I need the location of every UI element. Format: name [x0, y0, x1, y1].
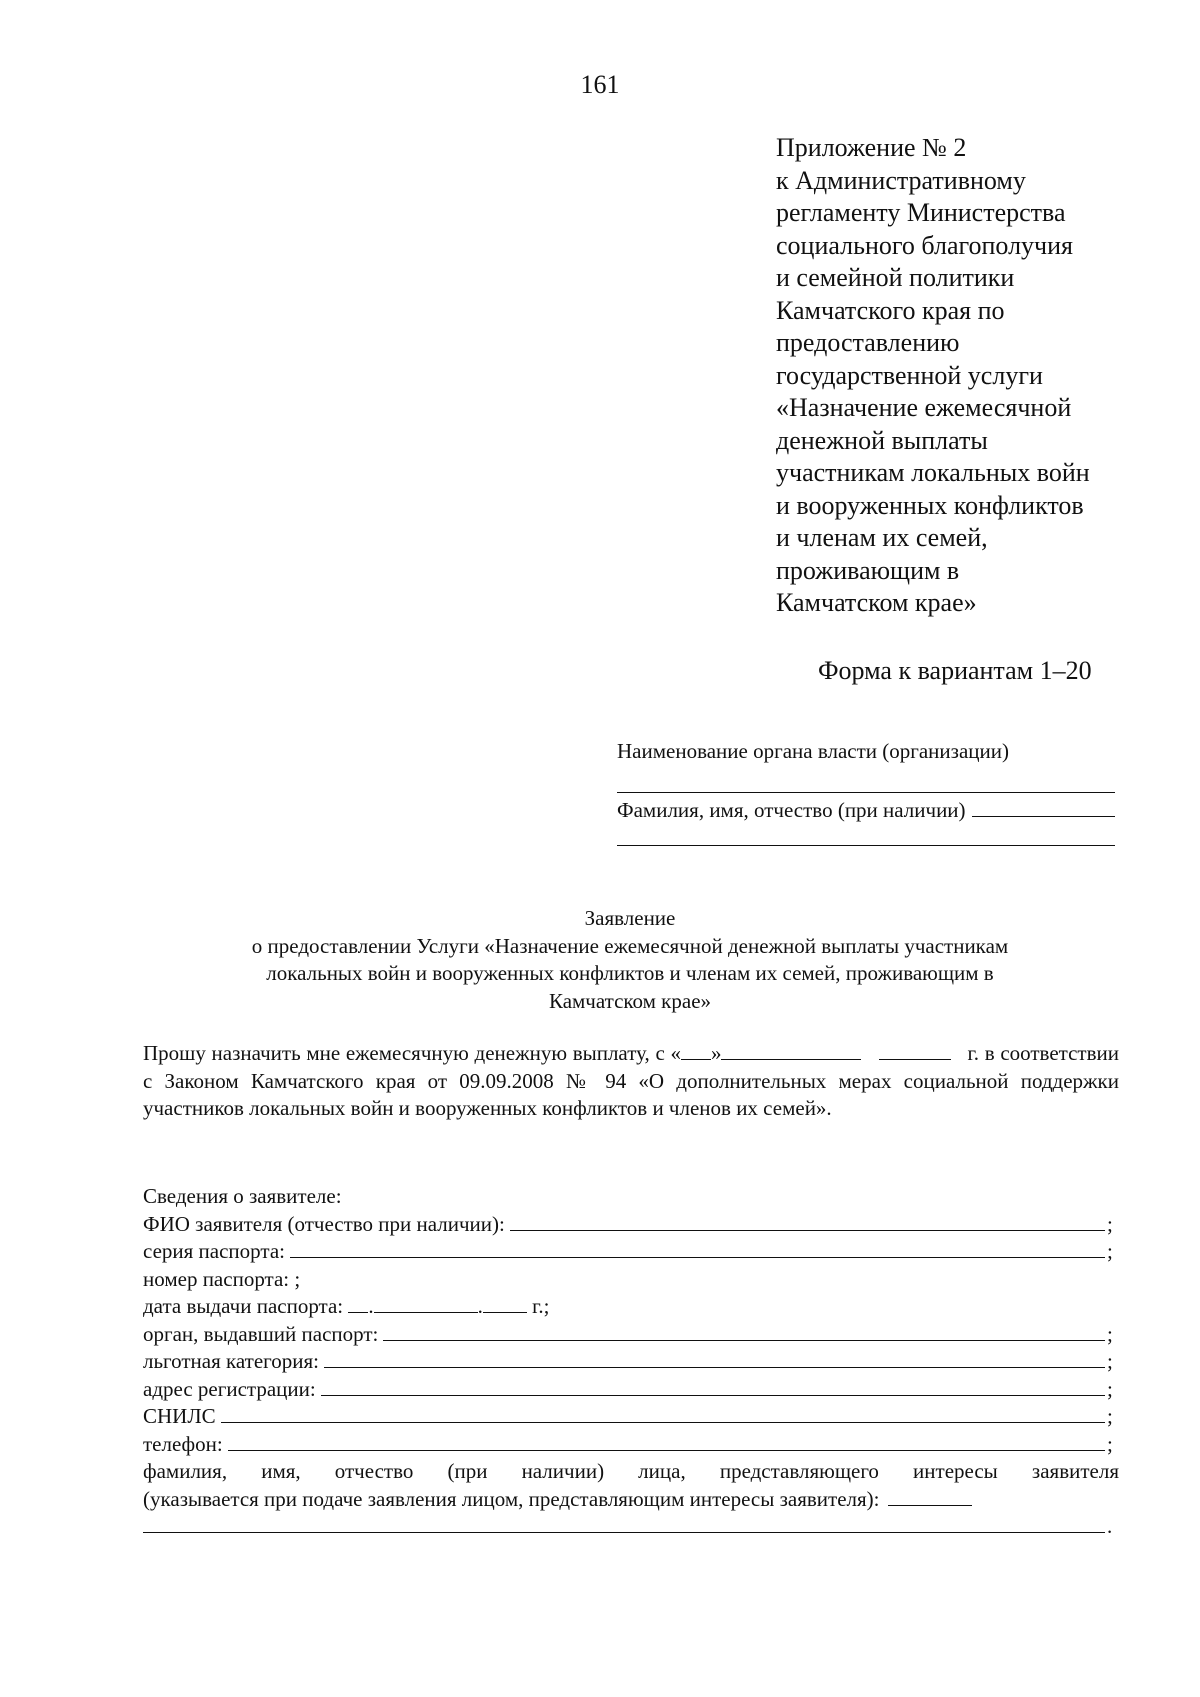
appendix-header	[776, 132, 1176, 620]
statement-subtitle-line: Камчатском крае»	[548, 988, 712, 1013]
snils-field[interactable]	[221, 1403, 1105, 1423]
start-day-field[interactable]	[681, 1041, 711, 1060]
category-label: льготная категория:	[143, 1349, 319, 1373]
addressee-fio-row	[617, 797, 1115, 822]
representative-label-line2: (указывается при подаче заявления лицом, представляющим интересы заявителя):	[143, 1486, 880, 1511]
issue-day-field[interactable]	[348, 1293, 368, 1313]
appendix-line: социального благополучия	[776, 230, 1074, 260]
form-variant-label: Форма к вариантам 1–20	[818, 656, 1092, 685]
request-prefix: Прошу назначить мне ежемесячную денежную выплату, с «	[143, 1041, 681, 1065]
category-row	[143, 1348, 1119, 1376]
statement-title	[140, 905, 1120, 1015]
start-year-field[interactable]	[879, 1041, 951, 1060]
passport-series-row	[143, 1238, 1119, 1266]
passport-series-label: серия паспорта:	[143, 1239, 285, 1263]
phone-label: телефон:	[143, 1431, 223, 1456]
period: .	[1107, 1514, 1113, 1538]
addressee-fio-field[interactable]	[972, 797, 1115, 817]
issue-year-suffix: г.;	[532, 1294, 550, 1318]
fio-label: ФИО заявителя (отчество при наличии):	[143, 1211, 505, 1236]
passport-series-field[interactable]	[290, 1238, 1105, 1258]
semicolon: ;	[1107, 1349, 1113, 1373]
passport-number-label: номер паспорта: ;	[143, 1266, 301, 1291]
authority-name-field[interactable]	[617, 792, 1115, 793]
appendix-line: денежной выплаты	[776, 425, 988, 455]
appendix-line: предоставлению	[776, 328, 960, 357]
issuer-field[interactable]	[383, 1321, 1105, 1341]
address-field[interactable]	[321, 1376, 1105, 1396]
phone-field[interactable]	[228, 1431, 1105, 1451]
category-field[interactable]	[324, 1348, 1105, 1368]
issuer-row	[143, 1321, 1119, 1349]
statement-heading: Заявление	[584, 906, 676, 930]
date-dot: .	[477, 1294, 483, 1318]
semicolon: ;	[1107, 1431, 1113, 1456]
issue-year-field[interactable]	[483, 1293, 527, 1313]
fio-field[interactable]	[510, 1211, 1105, 1231]
appendix-line: государственной услуги	[776, 360, 1043, 390]
representative-field[interactable]	[888, 1486, 972, 1506]
semicolon: ;	[1107, 1404, 1113, 1428]
fio-row	[143, 1211, 1119, 1239]
passport-number-row	[143, 1266, 1119, 1294]
phone-row	[143, 1431, 1119, 1459]
appendix-line: участникам локальных войн	[776, 458, 1090, 487]
representative-continuation-row	[143, 1513, 1119, 1541]
page-number: 161	[580, 70, 620, 99]
year-suffix: г. в	[967, 1041, 995, 1065]
statement-subtitle-line: о предоставлении Услуги «Назначение ежемесячной денежной выплаты участникам	[251, 933, 1009, 958]
appendix-line: и вооруженных конфликтов	[776, 490, 1084, 520]
representative-label-row	[143, 1486, 1119, 1514]
appendix-line: регламенту Министерства	[776, 198, 1066, 227]
applicant-heading: Сведения о заявителе:	[143, 1184, 342, 1208]
representative-field-continued[interactable]	[143, 1513, 1105, 1533]
semicolon: ;	[1107, 1211, 1113, 1236]
appendix-line: и семейной политики	[776, 263, 1015, 292]
appendix-line: «Назначение ежемесячной	[776, 393, 1072, 422]
appendix-line: Приложение № 2	[776, 133, 967, 162]
issue-date-label: дата выдачи паспорта:	[143, 1294, 344, 1318]
start-month-field[interactable]	[721, 1041, 861, 1060]
date-dot: .	[368, 1294, 374, 1318]
address-row	[143, 1376, 1119, 1404]
authority-name-label: Наименование органа власти (организации)	[617, 739, 1009, 763]
appendix-line: Камчатского края по	[776, 295, 1005, 325]
semicolon: ;	[1107, 1376, 1113, 1401]
appendix-line: проживающим в	[776, 555, 960, 585]
issue-date-row	[143, 1293, 1119, 1321]
quote-close: »	[710, 1041, 722, 1065]
request-body: соответствии с Законом Камчатского края от 09.09.2008 № 94 «О дополнительных мерах социальной поддержки участников локальных войн и вооруженных конфликтов и членов их семей».	[143, 1041, 1119, 1120]
snils-label: СНИЛС	[143, 1404, 216, 1428]
statement-subtitle-line: локальных войн и вооруженных конфликтов и членам их семей, проживающим в	[266, 961, 994, 985]
semicolon: ;	[1107, 1321, 1113, 1346]
issuer-label: орган, выдавший паспорт:	[143, 1321, 379, 1346]
appendix-line: Камчатском крае»	[776, 588, 977, 617]
addressee-fio-label: Фамилия, имя, отчество (при наличии)	[617, 798, 966, 822]
semicolon: ;	[1107, 1239, 1113, 1263]
issue-month-field[interactable]	[374, 1293, 478, 1313]
address-label: адрес регистрации:	[143, 1376, 316, 1401]
appendix-line: и членам их семей,	[776, 523, 988, 552]
representative-label-line1: фамилия, имя, отчество (при наличии) лица, представляющего интересы заявителя	[143, 1459, 1119, 1483]
applicant-heading-row	[143, 1183, 1119, 1211]
appendix-line: к Административному	[776, 165, 1026, 195]
addressee-fio-field-continued[interactable]	[617, 845, 1115, 846]
applicant-details	[143, 1183, 1119, 1541]
snils-row	[143, 1403, 1119, 1431]
request-paragraph	[143, 1040, 1119, 1123]
